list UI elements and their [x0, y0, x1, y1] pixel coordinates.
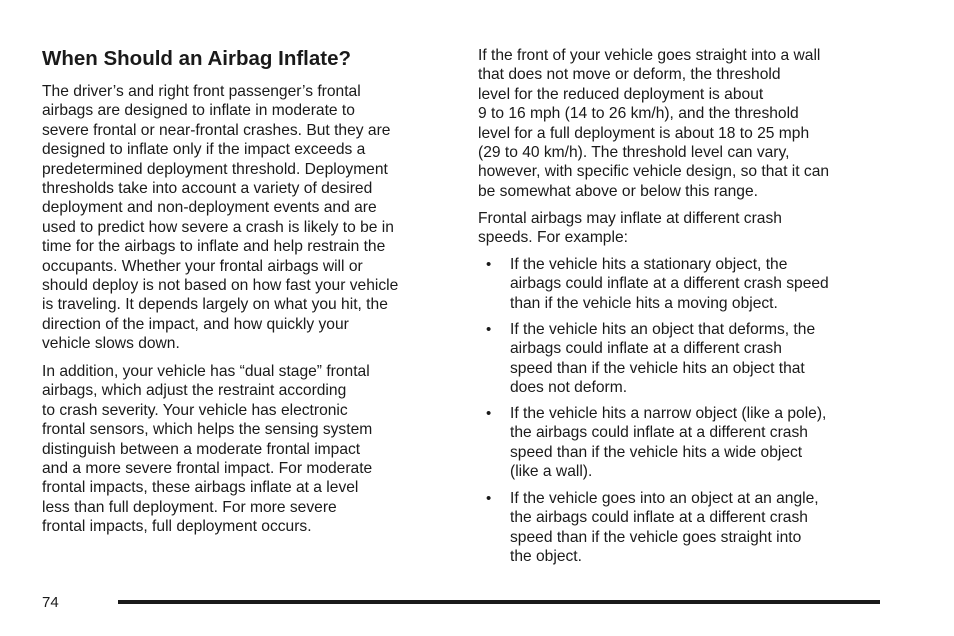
- list-item: [510, 404, 826, 482]
- list-item-line: (like a wall).: [510, 463, 593, 481]
- paragraph-line: vehicle slows down.: [42, 335, 180, 353]
- list-item-line: airbags could inflate at a different crash: [510, 340, 782, 358]
- list-item-line: than if the vehicle hits a moving object.: [510, 294, 778, 312]
- paragraph-line: distinguish between a moderate frontal impact: [42, 440, 361, 458]
- paragraph-line: The driver’s and right front passenger’s frontal: [42, 83, 361, 100]
- paragraph-line: 9 to 16 mph (14 to 26 km/h), and the threshold: [478, 105, 799, 123]
- paragraph-line: frontal sensors, which helps the sensing system: [42, 421, 373, 439]
- paragraph-line: be somewhat above or below this range.: [478, 182, 758, 200]
- list-item-line: If the vehicle hits a narrow object (like a pole),: [510, 405, 827, 422]
- paragraph-line: severe frontal or near-frontal crashes. But they are: [42, 121, 391, 139]
- paragraph-line: used to predict how severe a crash is likely to be in: [42, 218, 394, 236]
- list-item-line: speed than if the vehicle hits an object that: [510, 359, 805, 377]
- list-item: [510, 489, 819, 567]
- page-number: 74: [42, 594, 59, 611]
- paragraph-line: occupants. Whether your frontal airbags will or: [42, 257, 363, 275]
- paragraph-line: however, with specific vehicle design, so that it can: [478, 163, 830, 181]
- paragraph-line: should deploy is not based on how fast your vehicle: [42, 277, 399, 295]
- bullet-icon: •: [486, 490, 492, 507]
- paragraph-line: If the front of your vehicle goes straight into a wall: [478, 47, 821, 64]
- footer-rule: [118, 600, 880, 604]
- paragraph-deployment-threshold: [42, 82, 398, 354]
- paragraph-line: In addition, your vehicle has “dual stage” frontal: [42, 363, 370, 380]
- bullet-icon: •: [486, 321, 492, 338]
- paragraph-line: airbags, which adjust the restraint according: [42, 382, 347, 400]
- list-item-line: the airbags could inflate at a different crash: [510, 424, 808, 442]
- paragraph-line: frontal impacts, these airbags inflate at a level: [42, 479, 359, 497]
- list-item-line: does not deform.: [510, 379, 628, 397]
- paragraph-line: designed to inflate only if the impact exceeds a: [42, 141, 366, 159]
- paragraph-line: direction of the impact, and how quickly your: [42, 315, 349, 333]
- paragraph-line: level for the reduced deployment is about: [478, 85, 764, 103]
- section-heading: When Should an Airbag Inflate?: [42, 47, 352, 70]
- paragraph-line: frontal impacts, full deployment occurs.: [42, 518, 312, 536]
- paragraph-line: deployment and non-deployment events and are: [42, 199, 377, 217]
- list-item: [510, 255, 829, 313]
- list-item-line: If the vehicle hits an object that deforms, the: [510, 321, 816, 338]
- paragraph-line: time for the airbags to inflate and help restrain the: [42, 238, 386, 256]
- paragraph-line: to crash severity. Your vehicle has electronic: [42, 401, 348, 419]
- paragraph-line: and a more severe frontal impact. For moderate: [42, 460, 373, 478]
- paragraph-line: thresholds take into account a variety of desired: [42, 180, 373, 198]
- bullet-icon: •: [486, 405, 492, 422]
- bullet-icon: •: [486, 256, 492, 273]
- list-item-line: the object.: [510, 548, 582, 566]
- list-item: [510, 320, 815, 398]
- paragraph-line: that does not move or deform, the threshold: [478, 66, 781, 84]
- list-item-line: airbags could inflate at a different crash speed: [510, 275, 829, 293]
- paragraph-line: (29 to 40 km/h). The threshold level can vary,: [478, 144, 790, 162]
- paragraph-line: predetermined deployment threshold. Deployment: [42, 160, 388, 178]
- list-item-line: speed than if the vehicle goes straight into: [510, 528, 802, 546]
- list-item-line: If the vehicle hits a stationary object, the: [510, 256, 788, 273]
- paragraph-dual-stage: [42, 362, 372, 537]
- paragraph-line: less than full deployment. For more severe: [42, 498, 337, 516]
- paragraph-crash-speeds-intro: [478, 209, 782, 248]
- paragraph-line: level for a full deployment is about 18 to 25 mph: [478, 124, 810, 142]
- paragraph-threshold-speeds: [478, 46, 829, 201]
- list-item-line: speed than if the vehicle hits a wide object: [510, 443, 803, 461]
- paragraph-line: Frontal airbags may inflate at different crash: [478, 210, 782, 227]
- list-item-line: If the vehicle goes into an object at an angle,: [510, 490, 819, 507]
- paragraph-line: is traveling. It depends largely on what you hit, the: [42, 296, 388, 314]
- paragraph-line: speeds. For example:: [478, 229, 628, 247]
- paragraph-line: airbags are designed to inflate in moderate to: [42, 102, 355, 120]
- list-item-line: the airbags could inflate at a different crash: [510, 509, 808, 527]
